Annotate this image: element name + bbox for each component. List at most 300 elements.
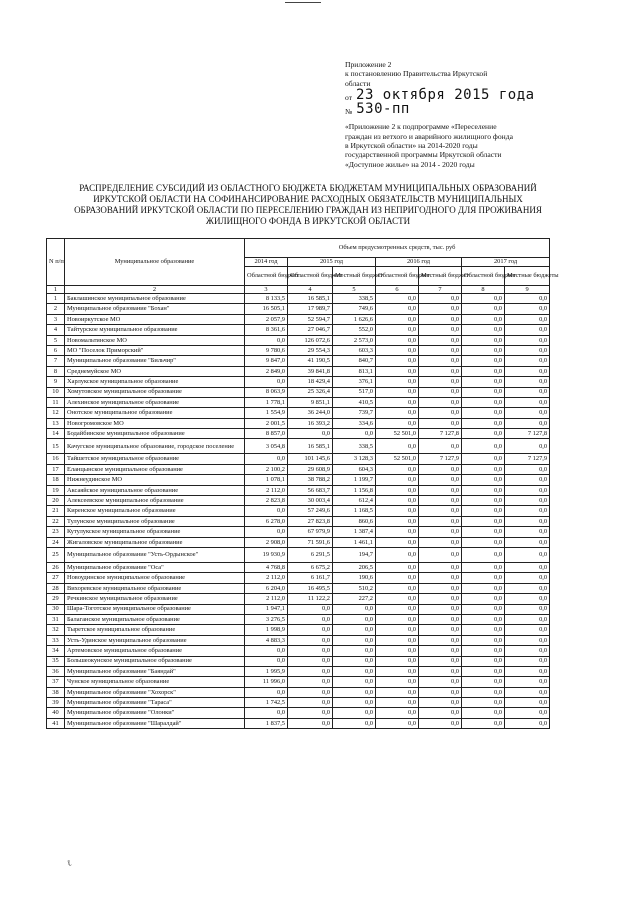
table-row [47, 439, 550, 454]
row-value: 0,0 [505, 604, 550, 614]
row-value: 0,0 [288, 646, 333, 656]
row-value: 126 072,6 [288, 335, 333, 345]
row-municipality: МО "Поселок Приморский" [65, 345, 245, 355]
row-value: 2 112,0 [245, 573, 288, 583]
row-value: 0,0 [288, 698, 333, 708]
header-sub: Областной бюджет [462, 266, 505, 285]
row-municipality: Качугское муниципальное образование, городское поселение [65, 439, 245, 454]
row-value: 0,0 [419, 537, 462, 547]
annex-quote-1: «Приложение 2 к подпрограмме «Переселение [345, 122, 497, 132]
row-value: 0,0 [505, 547, 550, 562]
row-value: 0,0 [376, 496, 419, 506]
col-number: 5 [333, 285, 376, 294]
row-value: 0,0 [376, 562, 419, 572]
row-number: 16 [47, 454, 65, 464]
row-value: 3 128,3 [333, 454, 376, 464]
row-value: 16 585,1 [288, 294, 333, 304]
col-number: 4 [288, 285, 333, 294]
row-value: 0,0 [376, 464, 419, 474]
table-row [47, 594, 550, 604]
row-value: 2 001,5 [245, 418, 288, 428]
row-value: 6 278,0 [245, 516, 288, 526]
row-value: 1 461,1 [333, 537, 376, 547]
row-value: 0,0 [288, 666, 333, 676]
row-value: 0,0 [376, 335, 419, 345]
row-value: 0,0 [462, 366, 505, 376]
row-value: 38 788,2 [288, 475, 333, 485]
row-value: 0,0 [505, 718, 550, 728]
row-number: 36 [47, 666, 65, 676]
row-value: 0,0 [333, 604, 376, 614]
row-value: 0,0 [333, 429, 376, 439]
row-value: 8 361,6 [245, 325, 288, 335]
row-value: 0,0 [419, 687, 462, 697]
header-sub: Областной бюджет [376, 266, 419, 285]
row-value: 3 276,5 [245, 614, 288, 624]
row-municipality: Речкинское муниципальное образование [65, 594, 245, 604]
row-number: 37 [47, 677, 65, 687]
row-municipality: Новомальтинское МО [65, 335, 245, 345]
row-number: 27 [47, 573, 65, 583]
table-row [47, 475, 550, 485]
table-row [47, 547, 550, 562]
row-value: 0,0 [462, 429, 505, 439]
row-value: 0,0 [333, 625, 376, 635]
row-municipality: Алексеевское муниципальное образование [65, 496, 245, 506]
row-municipality: Онотское муниципальное образование [65, 408, 245, 418]
row-municipality: Тыретское муниципальное образование [65, 625, 245, 635]
row-value: 0,0 [505, 439, 550, 454]
row-number: 41 [47, 718, 65, 728]
row-value: 18 429,4 [288, 377, 333, 387]
table-row [47, 408, 550, 418]
table-row [47, 454, 550, 464]
row-municipality: Баклашинское муниципальное образование [65, 294, 245, 304]
table-row [47, 335, 550, 345]
table-row [47, 387, 550, 397]
row-number: 14 [47, 429, 65, 439]
row-value: 0,0 [288, 604, 333, 614]
table-row [47, 464, 550, 474]
row-number: 23 [47, 527, 65, 537]
row-municipality: Шара-Тоготское муниципальное образование [65, 604, 245, 614]
row-value: 29 554,3 [288, 345, 333, 355]
row-value: 0,0 [462, 718, 505, 728]
annex-quote-5: «Доступное жилье» на 2014 - 2020 годы [345, 159, 475, 169]
row-value: 0,0 [419, 366, 462, 376]
header-sub: Местный бюджет [333, 266, 376, 285]
table-row [47, 708, 550, 718]
row-number: 26 [47, 562, 65, 572]
row-value: 0,0 [419, 464, 462, 474]
row-municipality: Муниципальное образование "Оса" [65, 562, 245, 572]
row-value: 0,0 [376, 677, 419, 687]
row-value: 0,0 [462, 635, 505, 645]
row-value: 0,0 [376, 345, 419, 355]
row-municipality: Чунское муниципальное образование [65, 677, 245, 687]
row-value: 1 742,5 [245, 698, 288, 708]
row-municipality: Усть-Удинское муниципальное образование [65, 635, 245, 645]
row-value: 338,5 [333, 294, 376, 304]
row-value: 0,0 [462, 646, 505, 656]
row-value: 0,0 [376, 516, 419, 526]
row-municipality: Киренское муниципальное образование [65, 506, 245, 516]
row-value: 39 841,8 [288, 366, 333, 376]
row-value: 52 501,0 [376, 429, 419, 439]
row-value: 4 883,3 [245, 635, 288, 645]
table-row [47, 635, 550, 645]
table-row [47, 614, 550, 624]
table-row [47, 418, 550, 428]
annex-date-row [345, 88, 555, 102]
annex-line-1: Приложение 2 [345, 60, 392, 69]
row-value: 0,0 [505, 464, 550, 474]
row-value: 2 849,0 [245, 366, 288, 376]
row-value: 0,0 [419, 604, 462, 614]
row-value: 0,0 [376, 708, 419, 718]
row-value: 0,0 [462, 537, 505, 547]
row-municipality: Муниципальное образование "Усть-Ордынское" [65, 547, 245, 562]
row-value: 0,0 [462, 604, 505, 614]
row-value: 0,0 [245, 506, 288, 516]
row-value: 0,0 [462, 698, 505, 708]
row-value: 0,0 [333, 708, 376, 718]
row-value: 0,0 [333, 614, 376, 624]
table-row [47, 604, 550, 614]
row-value: 0,0 [462, 496, 505, 506]
row-municipality: Муниципальное образование "Шаралдай" [65, 718, 245, 728]
row-value: 0,0 [505, 506, 550, 516]
row-value: 0,0 [376, 718, 419, 728]
row-value: 0,0 [462, 677, 505, 687]
row-number: 8 [47, 366, 65, 376]
row-value: 0,0 [505, 527, 550, 537]
header-sub: Областной бюджет [245, 266, 288, 285]
row-value: 67 979,9 [288, 527, 333, 537]
table-row [47, 646, 550, 656]
row-value: 0,0 [505, 687, 550, 697]
row-value: 0,0 [419, 335, 462, 345]
row-number: 4 [47, 325, 65, 335]
row-value: 0,0 [462, 708, 505, 718]
row-value: 30 003,4 [288, 496, 333, 506]
row-value: 0,0 [419, 594, 462, 604]
row-value: 57 249,6 [288, 506, 333, 516]
table-row [47, 325, 550, 335]
row-municipality: Хомутовское муниципальное образование [65, 387, 245, 397]
table-row [47, 537, 550, 547]
row-value: 0,0 [462, 625, 505, 635]
row-value: 0,0 [376, 614, 419, 624]
row-value: 0,0 [376, 314, 419, 324]
table-row [47, 366, 550, 376]
row-value: 1 626,6 [333, 314, 376, 324]
row-value: 0,0 [505, 708, 550, 718]
row-value: 1 778,1 [245, 397, 288, 407]
row-municipality: Еланцынское муниципальное образование [65, 464, 245, 474]
row-value: 0,0 [505, 594, 550, 604]
header-no: N п/п [47, 239, 65, 286]
row-value: 9 780,6 [245, 345, 288, 355]
row-value: 0,0 [419, 475, 462, 485]
annex-line-2: к постановлению Правительства Иркутской [345, 69, 488, 79]
row-value: 2 908,0 [245, 537, 288, 547]
row-value: 11 996,0 [245, 677, 288, 687]
row-value: 16 393,2 [288, 418, 333, 428]
row-value: 0,0 [419, 304, 462, 314]
row-value: 0,0 [419, 387, 462, 397]
table-row [47, 677, 550, 687]
row-value: 860,6 [333, 516, 376, 526]
header-sub: Областной бюджет [288, 266, 333, 285]
table-body [47, 294, 550, 729]
row-value: 2 100,2 [245, 464, 288, 474]
row-number: 29 [47, 594, 65, 604]
row-value: 194,7 [333, 547, 376, 562]
row-value: 0,0 [462, 387, 505, 397]
row-value: 16 505,1 [245, 304, 288, 314]
row-value: 0,0 [462, 614, 505, 624]
row-value: 7 127,9 [419, 454, 462, 464]
row-municipality: Харлукское муниципальное образование [65, 377, 245, 387]
row-municipality: Кутулукское муниципальное образование [65, 527, 245, 537]
row-value: 1 995,9 [245, 666, 288, 676]
row-value: 0,0 [462, 656, 505, 666]
row-value: 0,0 [462, 397, 505, 407]
row-value: 0,0 [462, 304, 505, 314]
row-number: 33 [47, 635, 65, 645]
table-row [47, 718, 550, 728]
header-year-2016: 2016 год [376, 258, 462, 267]
row-value: 0,0 [462, 314, 505, 324]
row-value: 0,0 [462, 408, 505, 418]
row-value: 16 585,1 [288, 439, 333, 454]
row-value: 1 947,1 [245, 604, 288, 614]
row-value: 3 054,8 [245, 439, 288, 454]
row-value: 29 608,9 [288, 464, 333, 474]
row-value: 206,5 [333, 562, 376, 572]
row-value: 0,0 [419, 325, 462, 335]
row-value: 0,0 [333, 635, 376, 645]
row-value: 0,0 [288, 656, 333, 666]
row-number: 39 [47, 698, 65, 708]
row-value: 0,0 [376, 547, 419, 562]
row-value: 0,0 [288, 677, 333, 687]
header-name: Муниципальное образование [65, 239, 245, 286]
row-value: 0,0 [419, 677, 462, 687]
col-number: 9 [505, 285, 550, 294]
row-municipality: Большеокунское муниципальное образование [65, 656, 245, 666]
annex-number-row [345, 102, 555, 116]
row-value: 0,0 [245, 656, 288, 666]
row-value: 0,0 [505, 496, 550, 506]
row-number: 5 [47, 335, 65, 345]
row-number: 35 [47, 656, 65, 666]
header-year-2015: 2015 год [288, 258, 376, 267]
row-municipality: Муниципальное образование "Бильчир" [65, 356, 245, 366]
row-value: 2 057,9 [245, 314, 288, 324]
row-value: 0,0 [419, 698, 462, 708]
row-value: 0,0 [462, 464, 505, 474]
row-value: 1 199,7 [333, 475, 376, 485]
row-value: 4 768,8 [245, 562, 288, 572]
row-value: 0,0 [505, 345, 550, 355]
row-value: 0,0 [419, 408, 462, 418]
row-value: 0,0 [376, 583, 419, 593]
row-municipality: Муниципальное образование "Олонки" [65, 708, 245, 718]
row-number: 31 [47, 614, 65, 624]
row-value: 0,0 [462, 594, 505, 604]
row-value: 0,0 [419, 562, 462, 572]
row-value: 0,0 [333, 666, 376, 676]
row-value: 0,0 [505, 677, 550, 687]
row-value: 0,0 [462, 377, 505, 387]
row-value: 0,0 [376, 387, 419, 397]
row-value: 0,0 [419, 547, 462, 562]
row-value: 6 161,7 [288, 573, 333, 583]
row-value: 0,0 [505, 562, 550, 572]
row-value: 0,0 [288, 718, 333, 728]
row-value: 6 675,2 [288, 562, 333, 572]
row-value: 0,0 [462, 687, 505, 697]
row-value: 0,0 [505, 537, 550, 547]
table-row [47, 345, 550, 355]
row-value: 0,0 [505, 387, 550, 397]
row-value: 0,0 [505, 377, 550, 387]
row-value: 0,0 [376, 377, 419, 387]
row-value: 0,0 [505, 408, 550, 418]
row-value: 0,0 [419, 614, 462, 624]
row-value: 8 857,0 [245, 429, 288, 439]
row-value: 0,0 [419, 377, 462, 387]
row-value: 0,0 [376, 698, 419, 708]
row-value: 0,0 [288, 614, 333, 624]
table-row [47, 377, 550, 387]
annex-number: 530-пп [356, 101, 410, 118]
col-number: 2 [65, 285, 245, 294]
row-value: 0,0 [505, 583, 550, 593]
row-municipality: Жигаловское муниципальное образование [65, 537, 245, 547]
row-value: 0,0 [288, 625, 333, 635]
row-value: 0,0 [376, 656, 419, 666]
row-value: 0,0 [419, 583, 462, 593]
row-value: 0,0 [462, 356, 505, 366]
col-number: 1 [47, 285, 65, 294]
row-value: 0,0 [505, 418, 550, 428]
row-value: 9 847,0 [245, 356, 288, 366]
row-value: 17 989,7 [288, 304, 333, 314]
row-value: 0,0 [245, 687, 288, 697]
row-municipality: Новоудинское муниципальное образование [65, 573, 245, 583]
row-number: 40 [47, 708, 65, 718]
row-value: 0,0 [505, 485, 550, 495]
table-row [47, 687, 550, 697]
row-value: 0,0 [419, 506, 462, 516]
row-value: 0,0 [462, 335, 505, 345]
row-value: 0,0 [505, 356, 550, 366]
header-sub: Местный бюджет [419, 266, 462, 285]
row-municipality: Тулунское муниципальное образование [65, 516, 245, 526]
row-value: 510,2 [333, 583, 376, 593]
row-number: 38 [47, 687, 65, 697]
row-value: 334,6 [333, 418, 376, 428]
row-value: 0,0 [419, 496, 462, 506]
row-value: 0,0 [505, 646, 550, 656]
table-row [47, 656, 550, 666]
heading-line-4: ЖИЛИЩНОГО ФОНДА В ИРКУТСКОЙ ОБЛАСТИ [205, 216, 411, 226]
row-value: 603,3 [333, 345, 376, 355]
row-value: 0,0 [505, 614, 550, 624]
row-value: 0,0 [462, 485, 505, 495]
header-volume: Объем предусмотренных средств, тыс. руб [245, 239, 550, 258]
row-value: 1 998,9 [245, 625, 288, 635]
row-value: 749,6 [333, 304, 376, 314]
row-value: 0,0 [245, 454, 288, 464]
row-value: 7 127,8 [419, 429, 462, 439]
row-value: 0,0 [419, 666, 462, 676]
row-value: 0,0 [333, 677, 376, 687]
row-value: 0,0 [376, 573, 419, 583]
annex-no-label: № [345, 106, 353, 116]
row-value: 0,0 [505, 335, 550, 345]
row-number: 15 [47, 439, 65, 454]
row-value: 1 168,5 [333, 506, 376, 516]
row-value: 0,0 [376, 408, 419, 418]
row-value: 0,0 [419, 718, 462, 728]
row-number: 6 [47, 345, 65, 355]
row-value: 0,0 [419, 356, 462, 366]
col-number: 6 [376, 285, 419, 294]
subsidy-table [46, 238, 559, 729]
row-value: 0,0 [505, 294, 550, 304]
col-number: 3 [245, 285, 288, 294]
row-number: 19 [47, 485, 65, 495]
row-value: 8 133,5 [245, 294, 288, 304]
annex-block [345, 60, 555, 169]
row-value: 19 930,9 [245, 547, 288, 562]
row-value: 0,0 [245, 708, 288, 718]
row-value: 52 501,0 [376, 454, 419, 464]
row-value: 0,0 [505, 475, 550, 485]
row-value: 0,0 [419, 314, 462, 324]
table-row [47, 562, 550, 572]
row-number: 9 [47, 377, 65, 387]
row-value: 0,0 [505, 635, 550, 645]
row-value: 0,0 [376, 646, 419, 656]
row-value: 0,0 [419, 485, 462, 495]
row-value: 0,0 [288, 708, 333, 718]
row-value: 376,1 [333, 377, 376, 387]
row-municipality: Вихоревское муниципальное образование [65, 583, 245, 593]
row-value: 0,0 [505, 698, 550, 708]
row-value: 0,0 [505, 656, 550, 666]
row-value: 8 063,9 [245, 387, 288, 397]
row-number: 12 [47, 408, 65, 418]
row-value: 410,5 [333, 397, 376, 407]
row-value: 604,3 [333, 464, 376, 474]
table-row [47, 356, 550, 366]
row-municipality: Артемовское муниципальное образование [65, 646, 245, 656]
row-value: 0,0 [333, 698, 376, 708]
page-top-mark [285, 2, 321, 3]
row-value: 0,0 [505, 397, 550, 407]
row-value: 0,0 [505, 304, 550, 314]
annex-quote-2: граждан из ветхого и аварийного жилищного фонда [345, 131, 513, 141]
row-municipality: Тайшетское муниципальное образование [65, 454, 245, 464]
row-value: 0,0 [376, 594, 419, 604]
row-value: 52 594,7 [288, 314, 333, 324]
header-year-2014: 2014 год [245, 258, 288, 267]
